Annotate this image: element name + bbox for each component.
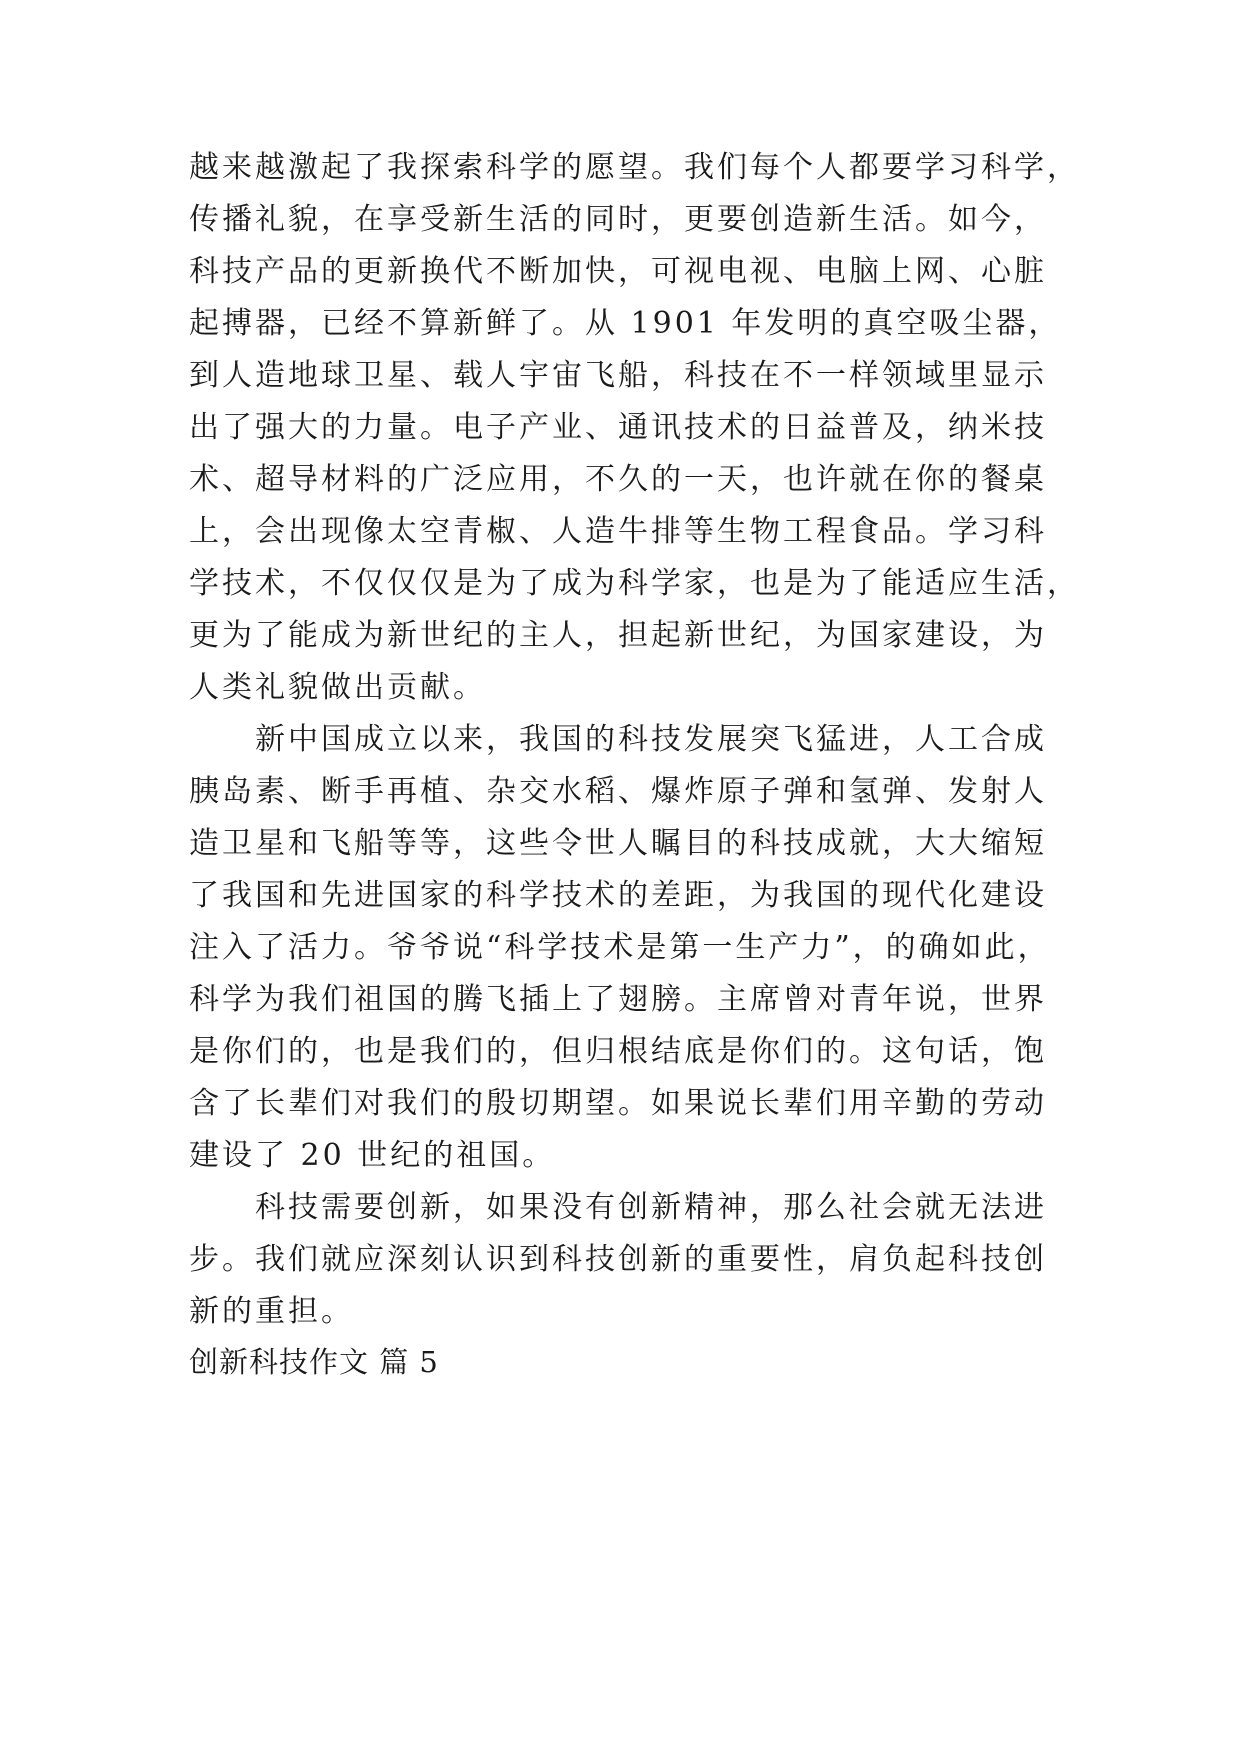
body-text-line: 出了强大的力量。电子产业、通讯技术的日益普及，纳米技 bbox=[189, 410, 1047, 445]
section-heading: 创新科技作文 篇 5 bbox=[189, 1345, 439, 1379]
body-text-line: 上，会出现像太空青椒、人造牛排等生物工程食品。学习科 bbox=[189, 514, 1047, 549]
body-text-line: 起搏器，已经不算新鲜了。从 1901 年发明的真空吸尘器， bbox=[189, 306, 1062, 341]
body-text-line: 胰岛素、断手再植、杂交水稻、爆炸原子弹和氢弹、发射人 bbox=[189, 774, 1047, 809]
body-text-line: 新中国成立以来，我国的科技发展突飞猛进，人工合成 bbox=[189, 722, 1047, 757]
body-text-line: 传播礼貌，在享受新生活的同时，更要创造新生活。如今， bbox=[189, 202, 1047, 237]
body-text-line: 更为了能成为新世纪的主人，担起新世纪，为国家建设，为 bbox=[189, 618, 1047, 653]
body-text-line: 科技需要创新，如果没有创新精神，那么社会就无法进 bbox=[189, 1190, 1047, 1225]
body-text-line: 建设了 20 世纪的祖国。 bbox=[189, 1138, 556, 1173]
body-text-line: 到人造地球卫星、载人宇宙飞船，科技在不一样领域里显示 bbox=[189, 358, 1047, 393]
body-text-line: 人类礼貌做出贡献。 bbox=[189, 670, 486, 705]
body-text-line: 含了长辈们对我们的殷切期望。如果说长辈们用辛勤的劳动 bbox=[189, 1086, 1047, 1121]
body-text-line: 科学为我们祖国的腾飞插上了翅膀。主席曾对青年说，世界 bbox=[189, 982, 1047, 1017]
body-text-line: 学技术，不仅仅仅是为了成为科学家，也是为了能适应生活， bbox=[189, 566, 1080, 601]
body-text-line: 注入了活力。爷爷说“科学技术是第一生产力”，的确如此， bbox=[189, 930, 1051, 965]
body-text-line: 新的重担。 bbox=[189, 1294, 354, 1329]
body-text-line: 科技产品的更新换代不断加快，可视电视、电脑上网、心脏 bbox=[189, 254, 1047, 289]
body-text-line: 越来越激起了我探索科学的愿望。我们每个人都要学习科学， bbox=[189, 150, 1080, 185]
body-text-line: 造卫星和飞船等等，这些令世人瞩目的科技成就，大大缩短 bbox=[189, 826, 1047, 861]
body-text-line: 了我国和先进国家的科学技术的差距，为我国的现代化建设 bbox=[189, 878, 1047, 913]
body-text-line: 术、超导材料的广泛应用，不久的一天，也许就在你的餐桌 bbox=[189, 462, 1047, 497]
body-text-line: 是你们的，也是我们的，但归根结底是你们的。这句话，饱 bbox=[189, 1034, 1047, 1069]
body-text-line: 步。我们就应深刻认识到科技创新的重要性，肩负起科技创 bbox=[189, 1242, 1047, 1277]
